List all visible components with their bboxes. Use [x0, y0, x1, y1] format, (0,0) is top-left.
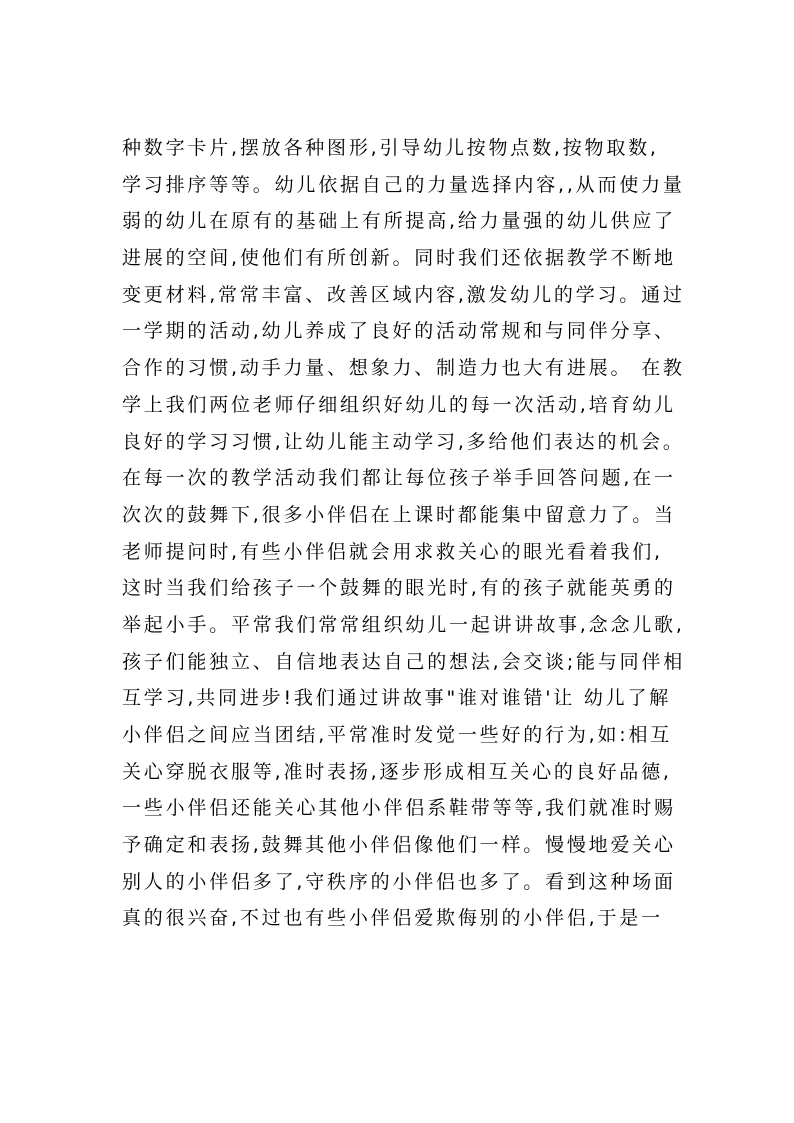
text-line: 良好的学习习惯,让幼儿能主动学习,多给他们表达的机会。	[122, 430, 685, 453]
text-line: 学习排序等等。幼儿依据自己的力量选择内容,,从而使力量	[122, 173, 685, 196]
text-line: 关心穿脱衣服等,准时表扬,逐步形成相互关心的良好品德,	[122, 760, 672, 783]
text-line: 小伴侣之间应当团结,平常准时发觉一些好的行为,如:相互	[122, 724, 673, 746]
text-line: 别人的小伴侣多了,守秩序的小伴侣也多了。看到这种场面	[122, 870, 676, 893]
text-line: 举起小手。平常我们常常组织幼儿一起讲讲故事,念念儿歌,	[122, 613, 685, 636]
text-line: 孩子们能独立、自信地表达自己的想法,会交谈;能与同伴相	[122, 650, 686, 673]
text-line: 老师提问时,有些小伴侣就会用求救关心的眼光看着我们,	[122, 540, 663, 563]
text-line: 真的很兴奋,不过也有些小伴侣爱欺侮别的小伴侣,于是一	[122, 907, 663, 930]
text-line: 这时当我们给孩子一个鼓舞的眼光时,有的孩子就能英勇的	[122, 577, 676, 600]
text-line: 予确定和表扬,鼓舞其他小伴侣像他们一样。慢慢地爱关心	[122, 834, 676, 857]
text-line: 在每一次的教学活动我们都让每位孩子举手回答问题,在一	[122, 467, 676, 490]
text-line: 变更材料,常常丰富、改善区域内容,激发幼儿的学习。通过	[122, 283, 685, 306]
text-line: 学上我们两位老师仔细组织好幼儿的每一次活动,培育幼儿	[122, 393, 676, 416]
text-line: 一学期的活动,幼儿养成了良好的活动常规和与同伴分享、	[122, 320, 676, 343]
body-text	[122, 130, 686, 937]
text-line: 弱的幼儿在原有的基础上有所提高,给力量强的幼儿供应了	[122, 210, 676, 233]
text-line: 合作的习惯,动手力量、想象力、制造力也大有进展。 在教	[122, 357, 685, 380]
text-line: 次次的鼓舞下,很多小伴侣在上课时都能集中留意力了。当	[122, 503, 676, 526]
text-line: 进展的空间,使他们有所创新。同时我们还依据教学不断地	[122, 247, 676, 270]
text-line: 互学习,共同进步!我们通过讲故事"谁对谁错'让 幼儿了解	[122, 687, 672, 710]
text-line: 种数字卡片,摆放各种图形,引导幼儿按物点数,按物取数,	[122, 137, 659, 159]
text-line: 一些小伴侣还能关心其他小伴侣系鞋带等等,我们就准时赐	[122, 797, 676, 820]
